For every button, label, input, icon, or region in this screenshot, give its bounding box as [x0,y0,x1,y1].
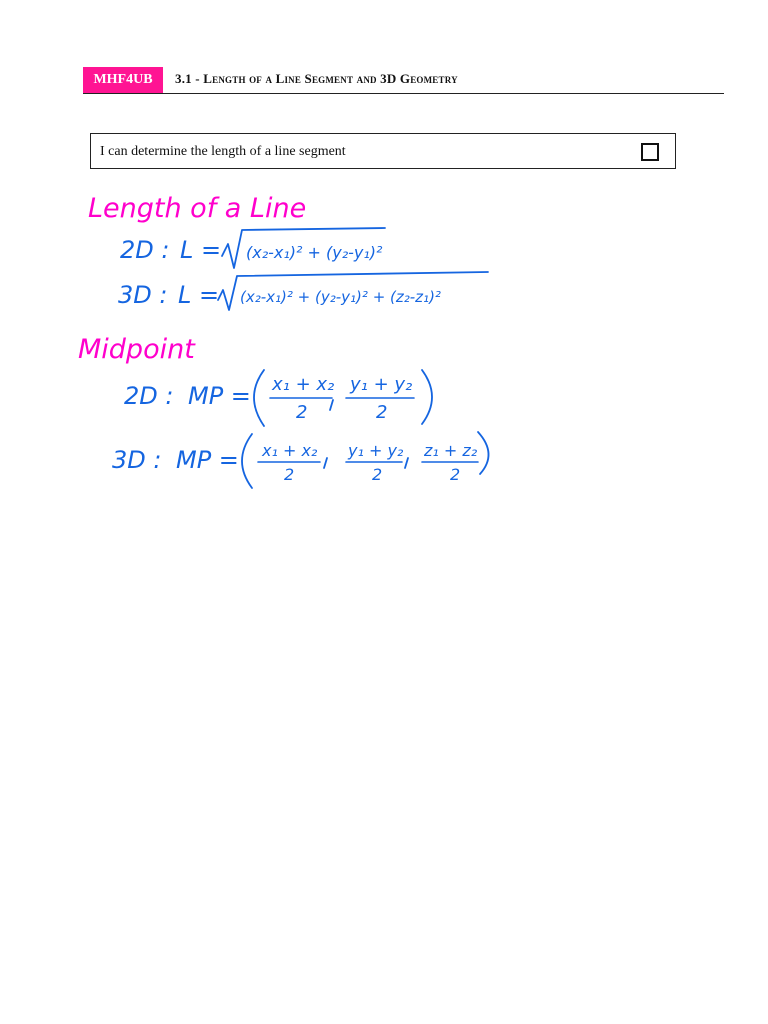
course-code-badge: MHF4UB [83,67,163,93]
midpoint-2d-right-paren [422,370,432,424]
length-3d-lhs: L = [178,281,220,309]
midpoint-3d-left-paren [242,434,252,488]
length-2d-sqrt-sign [222,228,385,268]
midpoint-3d-lhs: MP = [176,446,239,474]
learning-goal-checkbox[interactable] [641,143,659,161]
length-3d-radicand: (x₂-x₁)² + (y₂-y₁)² + (z₂-z₁)² [240,288,441,306]
length-2d-radicand: (x₂-x₁)² + (y₂-y₁)² [246,243,383,262]
midpoint-3d-right-paren [478,432,489,474]
page-header [83,67,724,94]
midpoint-3d-comma-2 [405,458,408,468]
midpoint-2d-y-denominator: 2 [376,402,388,423]
midpoint-3d-label: 3D : [112,446,162,474]
midpoint-2d-left-paren [254,370,264,426]
midpoint-3d-y-numerator: y₁ + y₂ [348,441,404,460]
learning-goal-box [90,133,676,169]
length-3d-sqrt-sign [218,272,488,310]
learning-goal-text: I can determine the length of a line segment [100,144,346,159]
midpoint-3d-comma-1 [324,458,327,468]
midpoint-2d-x-numerator: x₁ + x₂ [272,374,335,395]
midpoint-3d-y-denominator: 2 [372,465,383,484]
length-heading: Length of a Line [88,193,307,224]
midpoint-3d-z-denominator: 2 [450,465,461,484]
midpoint-heading: Midpoint [78,334,195,365]
midpoint-2d-lhs: MP = [188,382,251,410]
lesson-title: 3.1 - Length of a Line Segment and 3D Geometry [175,71,458,86]
length-2d-label: 2D : [120,236,170,264]
length-3d-label: 3D : [118,281,168,309]
midpoint-2d-comma [330,400,333,410]
midpoint-3d-z-numerator: z₁ + z₂ [424,441,478,460]
midpoint-3d-x-denominator: 2 [284,465,295,484]
midpoint-2d-x-denominator: 2 [296,402,308,423]
midpoint-3d-x-numerator: x₁ + x₂ [262,441,318,460]
length-2d-lhs: L = [180,236,222,264]
midpoint-2d-y-numerator: y₁ + y₂ [350,374,413,395]
midpoint-2d-label: 2D : [124,382,174,410]
